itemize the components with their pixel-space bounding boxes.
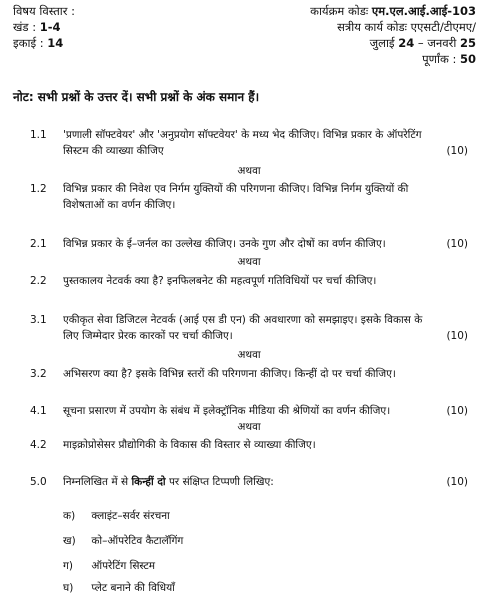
question-number: 5.0 [30, 476, 47, 488]
short-note-text: को–ऑपरेटिव कैटालॅगिंग [91, 535, 184, 547]
question-text: सूचना प्रसारण में उपयोग के संबंध में इलेक्ट्रॉनिक मीडिया की श्रेणियों का वर्णन कीजिए। [63, 405, 391, 417]
short-note-text: क्लाइंट–सर्वर संरचना [91, 510, 170, 522]
question-text: माइक्रोप्रोसेसर प्रौद्योगिकी के विकास की विस्तार से व्याख्या कीजिए। [63, 439, 316, 451]
question-number: 1.1 [30, 129, 47, 141]
short-note-label: घ) [63, 582, 74, 594]
question-marks: (10) [446, 405, 468, 417]
short-note-text: ऑपरेटिंग सिस्टम [91, 560, 156, 572]
total-marks-line [310, 51, 476, 67]
question-marks: (10) [446, 238, 468, 250]
question-text-after: पर संक्षिप्त टिप्पणी लिखिए: [168, 476, 274, 488]
assignment-code: सत्रीय कार्य कोडः एएसटी/टीएमए/ [337, 20, 476, 34]
total-marks-label: पूर्णांक : [422, 52, 457, 66]
or-divider: अथवा [237, 165, 261, 177]
session-january-year: 25 [459, 36, 476, 50]
session-july-year: 24 [398, 36, 415, 50]
question-text: विभिन्न प्रकार के ई–जर्नल का उल्लेख कीजिए। उनके गुण और दोषों का वर्णन कीजिए। [63, 238, 386, 250]
question-number: 4.2 [30, 439, 47, 451]
khand-line [13, 19, 75, 35]
question-text [63, 474, 441, 490]
header-right-block [310, 3, 476, 67]
subject-label: विषय विस्तार : [13, 4, 75, 18]
or-divider: अथवा [237, 349, 261, 361]
question-text: अभिसरण क्या है? इसके विभिन्न स्तरों की परिगणना कीजिए। किन्हीं दो पर चर्चा कीजिए। [63, 368, 396, 380]
session-january: जनवरी [427, 36, 457, 50]
short-note-item [63, 533, 183, 549]
question-text-before: निम्नलिखित में से [63, 476, 129, 488]
program-code-value: एम.एल.आई.आई-103 [371, 4, 476, 18]
question-text: पुस्तकालय नेटवर्क क्या है? इनफिलबनेट की महत्वपूर्ण गतिविधियों पर चर्चा कीजिए। [63, 275, 377, 287]
header-left-block [13, 3, 75, 51]
session-july: जुलाई [369, 36, 395, 50]
khand-value: 1-4 [39, 20, 61, 34]
short-note-item [63, 580, 175, 596]
question-number: 1.2 [30, 183, 47, 195]
question-text: एकीकृत सेवा डिजिटल नेटवर्क (आई एस डी एन) की अवधारणा को समझाइए। इसके विकास के लिए जिम्मेदार प्रेरक कारकों पर चर्चा कीजिए। [63, 314, 423, 342]
or-divider: अथवा [237, 256, 261, 268]
question-number: 2.1 [30, 238, 47, 250]
ikai-value: 14 [47, 36, 64, 50]
short-note-item [63, 558, 155, 574]
session-line [310, 35, 476, 51]
question-marks: (10) [446, 145, 468, 157]
short-note-label: क) [63, 510, 76, 522]
short-note-label: ख) [63, 535, 76, 547]
short-note-text: प्लेट बनाने की विधियाँ [91, 582, 175, 594]
instructions-note: नोट: सभी प्रश्नों के उत्तर दें। सभी प्रश्नों के अंक समान हैं। [13, 90, 260, 104]
question-number: 2.2 [30, 275, 47, 287]
session-dash: – [417, 36, 424, 50]
ikai-label: इकाई : [13, 36, 44, 50]
program-code-line [310, 3, 476, 19]
ikai-line [13, 35, 75, 51]
total-marks-value: 50 [459, 52, 476, 66]
question-number: 3.2 [30, 368, 47, 380]
question-marks: (10) [446, 330, 468, 342]
question-text-emphasis: किन्हीं दो [131, 476, 166, 488]
khand-label: खंड : [13, 20, 37, 34]
question-text: विभिन्न प्रकार की निवेश एव निर्गम युक्तियों की परिगणना कीजिए। विभिन्न निर्गम युक्तियों की विशेषताओं का वर्णन कीजिए। [63, 183, 409, 211]
or-divider: अथवा [237, 421, 261, 433]
question-text: 'प्रणाली सॉफ्टवेयर' और 'अनुप्रयोग सॉफ्टवेयर' के मध्य भेद कीजिए। विभिन्न प्रकार के ऑपरेटिंग सिस्टम की व्याख्या कीजिए [63, 129, 422, 157]
short-note-label: ग) [63, 560, 74, 572]
question-number: 3.1 [30, 314, 47, 326]
program-code-label: कार्यक्रम कोडः [310, 4, 369, 18]
question-marks: (10) [446, 476, 468, 488]
question-number: 4.1 [30, 405, 47, 417]
short-note-item [63, 508, 170, 524]
